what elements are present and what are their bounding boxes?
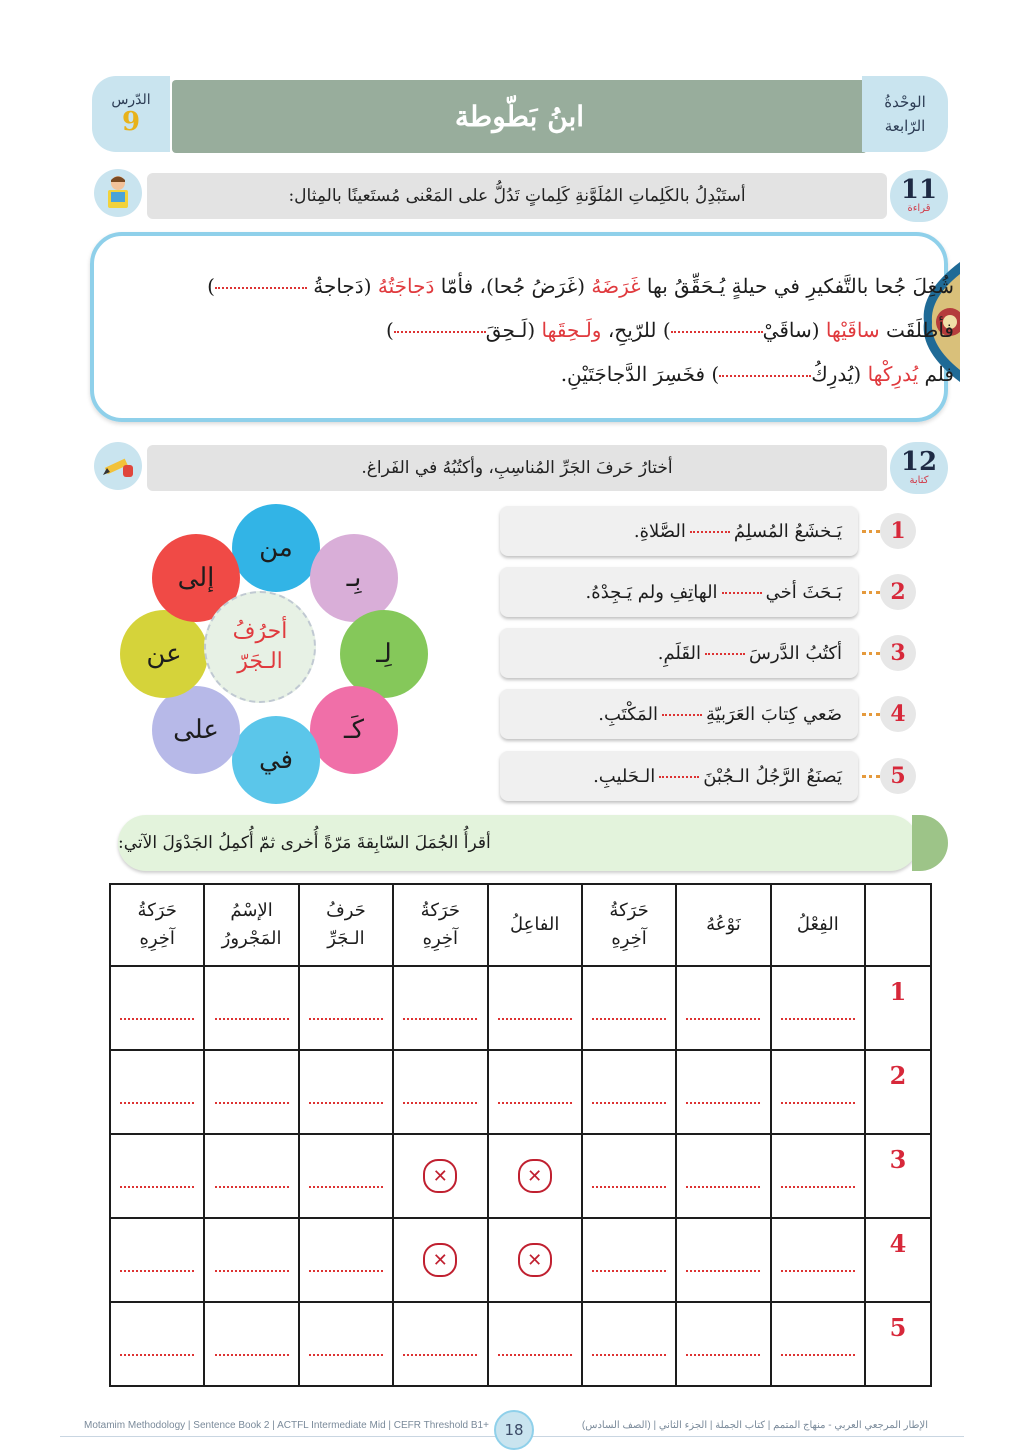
unit-line-1: الوحْدةُ <box>884 93 926 111</box>
sentence-1: يَـخشَعُ المُسلِمُ الصَّلاةِ. <box>500 506 858 556</box>
preposition-petal[interactable]: عن <box>120 610 208 698</box>
preposition-petal[interactable]: إلى <box>152 534 240 622</box>
sentence-number: 2 <box>880 574 916 610</box>
answer-blank[interactable] <box>662 713 702 716</box>
passage-line-3: فلم يُدرِكْها (يُدرِكُ) فخَسِرَ الدَّجاجَتَيْنِ. <box>560 362 954 386</box>
grammar-table <box>109 883 932 1387</box>
col-header: حَرَكةُ آخِرِهِ <box>393 884 487 966</box>
preposition-petal[interactable]: لِـ <box>340 610 428 698</box>
col-header: الفاعِلُ <box>488 884 582 966</box>
table-row <box>110 1134 931 1218</box>
sentence-number: 1 <box>880 513 916 549</box>
lesson-badge <box>92 76 170 152</box>
table-instruction: أقرأُ الجُمَلَ السّابِقةَ مَرّةً أُخرى ثمّ أُكمِلُ الجَدْوَلَ الآتي: <box>118 815 918 871</box>
prepositions-center <box>204 591 316 703</box>
table-row <box>110 1050 931 1134</box>
answer-blank[interactable] <box>722 591 762 594</box>
preposition-petal[interactable]: على <box>152 686 240 774</box>
pencil-hand-icon <box>94 442 142 490</box>
exercise-11-tag: قراءة <box>907 203 931 214</box>
center-line-1: أحرُفُ <box>232 619 288 644</box>
footer-right-text: الإطار المرجعي العربي - منهاج المتمم | كتاب الجملة | الجزء الثاني | (الصف السادس) <box>581 1420 928 1431</box>
exercise-12-tag: كتابة <box>909 475 929 486</box>
footer-left-text: Motamim Methodology | Sentence Book 2 | ACTFL Intermediate Mid | CEFR Threshold B1+ <box>84 1420 489 1431</box>
colored-word: ولَـحِقَها <box>541 318 602 342</box>
answer-blank[interactable] <box>215 286 307 289</box>
col-header: حَرفُ الـجَرِّ <box>299 884 393 966</box>
preposition-petal[interactable]: بِـ <box>310 534 398 622</box>
exercise-12-number: 12 <box>900 447 938 477</box>
row-number: 1 <box>865 966 931 1050</box>
colored-word: يُدرِكْها <box>867 362 919 386</box>
sentence-number: 5 <box>880 758 916 794</box>
center-line-2: الـجَرّ <box>237 649 283 674</box>
bookmark-tab <box>912 815 948 871</box>
sentence-2: بَـحَثَ أخي الهاتِفِ ولم يَـجِدْهُ. <box>500 567 858 617</box>
table-row <box>110 1218 931 1302</box>
colored-word: دَجاجَتُهُ <box>377 274 435 298</box>
answer-blank[interactable] <box>671 330 763 333</box>
cross-mark-icon: ✕ <box>423 1159 457 1193</box>
preposition-petal[interactable]: من <box>232 504 320 592</box>
page-number: 18 <box>494 1410 534 1450</box>
exercise-11-number: 11 <box>900 175 938 205</box>
unit-badge <box>862 76 948 152</box>
answer-blank[interactable] <box>719 374 811 377</box>
page-title: ابنُ بَطّوطة <box>172 80 867 153</box>
reading-boy-icon <box>94 169 142 217</box>
sentence-number: 3 <box>880 635 916 671</box>
answer-blank[interactable] <box>690 530 730 533</box>
row-number: 3 <box>865 1134 931 1218</box>
exercise-11-badge <box>890 170 948 222</box>
exercise-12-badge <box>890 442 948 494</box>
exercise-11-instruction: أستَبْدِلُ بالكَلِماتِ المُلَوَّنةِ كَلِماتٍ تَدُلُّ على المَعْنى مُستَعينًا بالمِثال: <box>147 173 887 219</box>
col-header: نَوْعُهُ <box>676 884 770 966</box>
preposition-petal[interactable]: كَـ <box>310 686 398 774</box>
table-row <box>110 966 931 1050</box>
answer-blank[interactable] <box>705 652 745 655</box>
col-header: الفِعْلُ <box>771 884 865 966</box>
sentence-5: يَصنَعُ الرَّجُلُ الـجُبْنَ الـحَليبِ. <box>500 751 858 801</box>
lesson-number: 9 <box>121 107 141 137</box>
passage-line-2: فأطلَقَت ساقَيْها (ساقَيْ) للرّيحِ، ولَـحِقَها (لَـحِقَ) <box>385 318 954 342</box>
cross-mark-icon: ✕ <box>423 1243 457 1277</box>
unit-line-2: الرّابعة <box>884 117 926 135</box>
colored-word: غَرَضَهُ <box>591 274 641 298</box>
answer-blank[interactable] <box>659 775 699 778</box>
cross-mark-icon: ✕ <box>518 1159 552 1193</box>
preposition-petal[interactable]: في <box>232 716 320 804</box>
passage-line-1: شُغِلَ جُحا بالتَّفكيرِ في حيلةٍ يُـحَقِّقُ بها غَرَضَهُ (غَرَضُ جُحا)، فأمّا دَجاجَتُهُ (دَجاجةُ ) <box>207 274 954 298</box>
colored-word: ساقَيْها <box>825 318 880 342</box>
col-header: الإسْمُ المَجْرورُ <box>204 884 298 966</box>
sentence-number: 4 <box>880 696 916 732</box>
row-number: 5 <box>865 1302 931 1386</box>
exercise-12-instruction: أختارُ حَرفَ الجَرِّ المُناسِبِ، وأكتُبُهُ في الفَراغ. <box>147 445 887 491</box>
table-header-row <box>110 884 931 966</box>
cross-mark-icon: ✕ <box>518 1243 552 1277</box>
row-number: 2 <box>865 1050 931 1134</box>
col-header: حَرَكةُ آخِرِهِ <box>582 884 676 966</box>
sentence-3: أكتُبُ الدَّرسَ القَلَمِ. <box>500 628 858 678</box>
table-row <box>110 1302 931 1386</box>
lesson-label: الدّرس <box>111 92 151 108</box>
col-header: حَرَكةُ آخِرِهِ <box>110 884 204 966</box>
row-number: 4 <box>865 1218 931 1302</box>
answer-blank[interactable] <box>394 330 486 333</box>
sentence-4: ضَعي كِتابَ العَرَبيّةِ المَكْتَبِ. <box>500 689 858 739</box>
